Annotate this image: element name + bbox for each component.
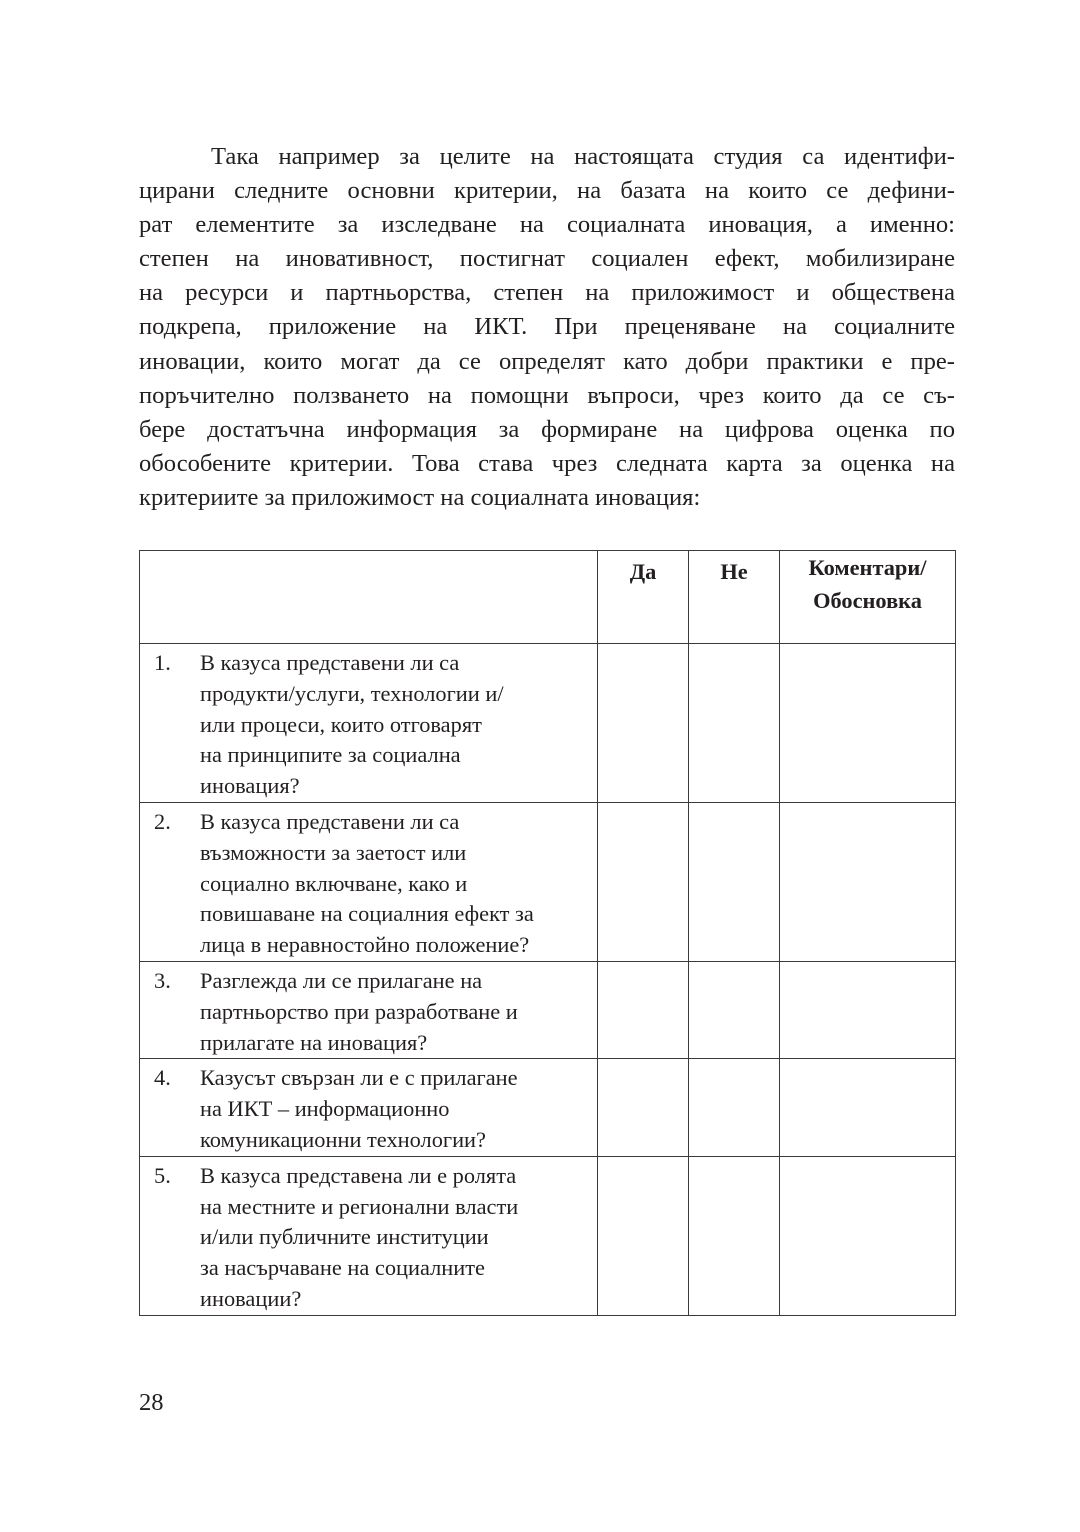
header-comment-line: Обосновка (813, 588, 922, 613)
paragraph-line: на ресурси и партньорства, степен на приложимост и обществена (139, 279, 955, 307)
no-cell (689, 644, 780, 803)
question-line: на принципите за социална (200, 742, 461, 768)
paragraph-line: Така например за целите на настоящата студия са идентифи- (211, 143, 955, 170)
question-line: или процеси, които отговарят (200, 711, 482, 737)
paragraph-line: цирани следните основни критерии, на базата на които се дефини- (139, 177, 955, 205)
question-number: 2. (154, 808, 171, 834)
question-line: продукти/услуги, технологии и/ (200, 680, 504, 706)
paragraph-line: степен на иновативност, постигнат социален ефект, мобилизиране (139, 245, 955, 273)
question-line: иновация? (200, 773, 300, 799)
no-cell (689, 961, 780, 1058)
question-line: лица в неравностойно положение? (200, 932, 530, 958)
paragraph-line: бере достатъчна информация за формиране на цифрова оценка по (139, 415, 955, 443)
question-text (200, 1161, 591, 1315)
question-cell (140, 802, 598, 961)
question-line: Разглежда ли се прилагане на (200, 967, 483, 993)
question-line: В казуса представени ли са (200, 650, 460, 675)
no-cell (689, 802, 780, 961)
comment-cell (780, 961, 956, 1058)
question-text (200, 807, 591, 961)
question-line: Казусът свързан ли е с прилагане (200, 1065, 518, 1091)
table-row (140, 802, 956, 961)
question-line: и/или публичните институции (200, 1224, 489, 1250)
header-comment (780, 551, 956, 644)
yes-cell (598, 1059, 689, 1156)
question-line: прилагате на иновация? (200, 1029, 428, 1055)
question-number: 3. (154, 967, 171, 993)
question-number: 4. (154, 1065, 171, 1091)
paragraph-line: рат елементите за изследване на социалната иновация, а именно: (139, 211, 955, 239)
paragraph-line: поръчително ползването на помощни въпроси, чрез които да се съ- (139, 381, 955, 409)
paragraph-line: критериите за приложимост на социалната иновация: (139, 483, 701, 511)
table-row (140, 961, 956, 1058)
table-row (140, 1059, 956, 1156)
header-yes: Да (598, 551, 689, 644)
question-line: възможности за заетост или (200, 839, 467, 865)
header-question-cell (140, 551, 598, 644)
table-row (140, 644, 956, 803)
header-comment-line: Коментари/ (808, 555, 927, 580)
question-line: за насърчаване на социалните (200, 1255, 485, 1281)
question-line: В казуса представени ли са (200, 808, 460, 834)
question-number: 1. (154, 650, 171, 675)
question-cell (140, 961, 598, 1058)
question-line: комуникационни технологии? (200, 1126, 486, 1152)
paragraph-line: обособените критерии. Това става чрез следната карта за оценка на (139, 449, 955, 477)
comment-cell (780, 802, 956, 961)
comment-cell (780, 644, 956, 803)
page-number: 28 (139, 1389, 164, 1416)
yes-cell (598, 961, 689, 1058)
question-line: иновации? (200, 1285, 302, 1311)
question-line: повишаване на социалния ефект за (200, 901, 534, 927)
question-text (200, 648, 591, 802)
paragraph-line: иновации, които могат да се определят като добри практики е пре- (139, 347, 955, 375)
question-number: 5. (154, 1162, 171, 1188)
table-header-row (140, 551, 956, 644)
question-line: партньорство при разработване и (200, 998, 518, 1024)
assessment-table (139, 550, 956, 1316)
yes-cell (598, 644, 689, 803)
yes-cell (598, 1156, 689, 1315)
yes-cell (598, 802, 689, 961)
question-text (200, 966, 591, 1058)
question-line: В казуса представена ли е ролята (200, 1162, 517, 1188)
question-line: социално включване, како и (200, 870, 468, 896)
comment-cell (780, 1059, 956, 1156)
paragraph-line: подкрепа, приложение на ИКТ. При преценяване на социалните (139, 313, 955, 341)
header-no: Не (689, 551, 780, 644)
no-cell (689, 1059, 780, 1156)
no-cell (689, 1156, 780, 1315)
body-paragraph (139, 140, 955, 515)
question-cell (140, 1156, 598, 1315)
question-line: на ИКТ – информационно (200, 1096, 450, 1122)
table-row (140, 1156, 956, 1315)
comment-cell (780, 1156, 956, 1315)
question-text (200, 1063, 591, 1155)
question-cell (140, 1059, 598, 1156)
question-cell (140, 644, 598, 803)
question-line: на местните и регионални власти (200, 1193, 519, 1219)
